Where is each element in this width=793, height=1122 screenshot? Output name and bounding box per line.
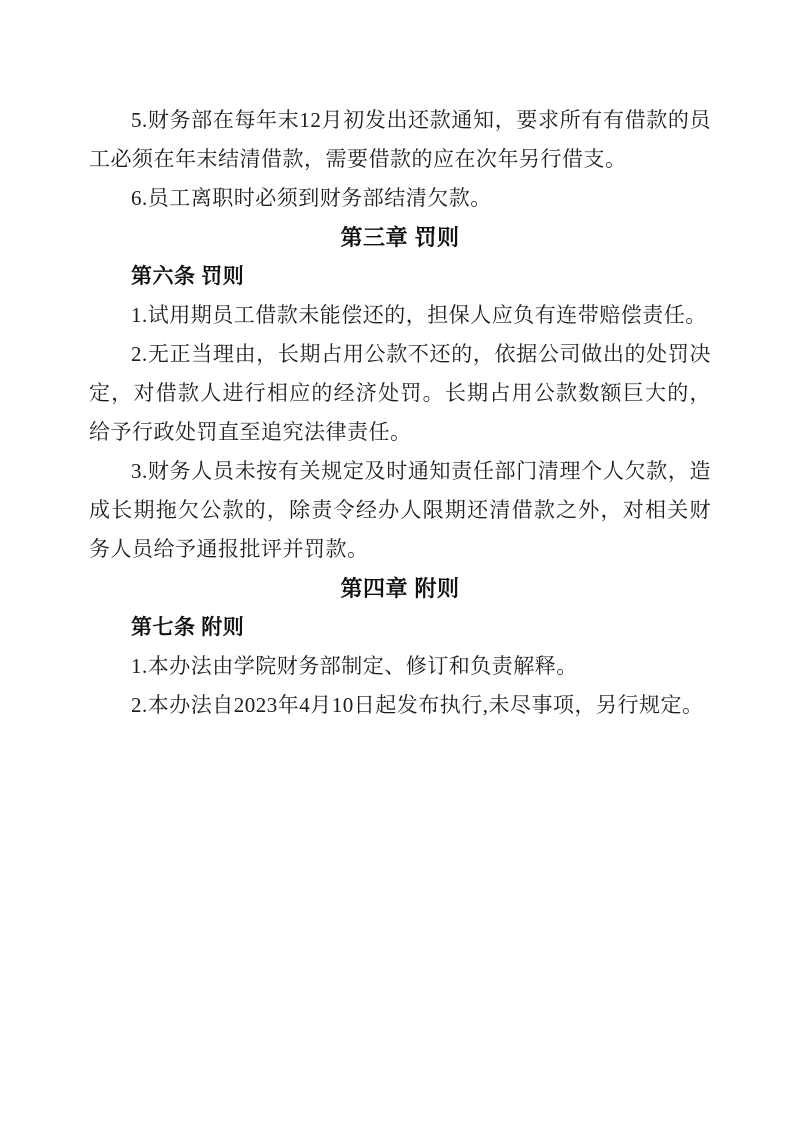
chapter-heading-3: 第三章 罚则	[340, 225, 460, 250]
paragraph-penalty-2: 2.无正当理由，长期占用公款不还的，依据公司做出的处罚决定，对借款人进行相应的经济处罚。长期占用公款数额巨大的，给予行政处罚直至追究法律责任。	[89, 342, 711, 444]
paragraph-appendix-1: 1.本办法由学院财务部制定、修订和负责解释。	[131, 654, 578, 678]
paragraph-penalty-3: 3.财务人员未按有关规定及时通知责任部门清理个人欠款，造成长期拖欠公款的，除责令经办人限期还清借款之外，对相关财务人员给予通报批评并罚款。	[89, 459, 711, 561]
article-heading-7: 第七条 附则	[131, 615, 245, 639]
document-body	[89, 101, 711, 725]
paragraph-item-6: 6.员工离职时必须到财务部结清欠款。	[131, 186, 492, 210]
paragraph-appendix-2: 2.本办法自2023年4月10日起发布执行,未尽事项，另行规定。	[131, 693, 704, 717]
paragraph-penalty-1: 1.试用期员工借款未能偿还的，担保人应负有连带赔偿责任。	[131, 303, 707, 327]
paragraph-item-5: 5.财务部在每年末12月初发出还款通知，要求所有有借款的员工必须在年末结清借款，需要借款的应在次年另行借支。	[89, 108, 711, 171]
chapter-heading-4: 第四章 附则	[340, 576, 460, 601]
article-heading-6: 第六条 罚则	[131, 264, 245, 288]
